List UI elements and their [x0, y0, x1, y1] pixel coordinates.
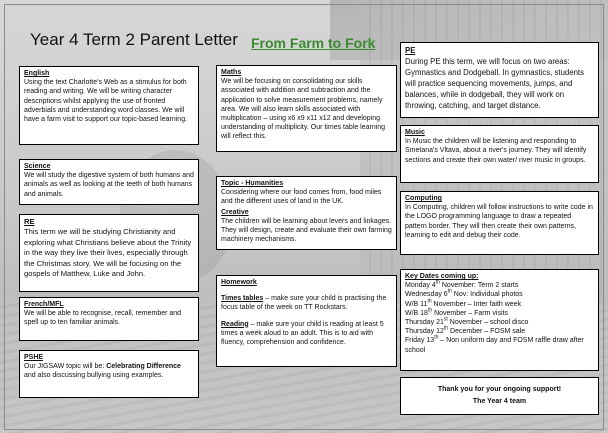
key-date-item [405, 318, 594, 327]
french-heading: French/MFL [24, 301, 64, 308]
english-heading: English [24, 70, 50, 77]
topic-box [216, 176, 397, 250]
pshe-text-after: and also discussing bullying using examples. [24, 372, 164, 380]
key-date-day: Monday 4 [405, 282, 436, 290]
key-date-item [405, 290, 594, 299]
french-text: We will be able to recognise, recall, remember and spell up to ten familiar animals. [24, 310, 182, 327]
thank-you-line: Thank you for your ongoing support! [437, 386, 562, 393]
key-date-day: Thursday 12 [405, 328, 444, 336]
key-date-suffix: th [434, 335, 439, 342]
team-signoff: The Year 4 team [472, 398, 527, 406]
key-dates-box [400, 269, 599, 371]
re-text: This term we will be studying Christianity and exploring what Christians believe about the Trinity in the way they live their lives, especially through the Christmas story. We will be focusing on the gospels of Matthew, Luke and John. [24, 227, 192, 279]
key-date-item [405, 309, 594, 318]
topic-heading: Topic - Humanities [221, 180, 284, 187]
french-box [19, 297, 199, 341]
key-date-event: November – Inter faith week [431, 300, 522, 308]
music-heading: Music [405, 129, 425, 136]
key-date-suffix: th [427, 298, 432, 305]
key-date-event: November – school disco [447, 319, 529, 327]
reading-text: – make sure your child is reading at least 5 times a week aloud to an adult. This is to aid with fluency, comprehension and confidence. [221, 320, 384, 347]
science-heading: Science [24, 163, 51, 170]
key-date-day: Thursday 21 [405, 319, 444, 327]
key-date-day: W/B 11 [405, 300, 428, 308]
science-text: We will study the digestive system of both humans and animals as well as looking at the teeth of both humans and animals. [24, 172, 194, 198]
re-heading: RE [24, 217, 35, 226]
pshe-heading: PSHE [24, 354, 44, 361]
pe-text: During PE this term, we will focus on two areas: Gymnastics and Dodgeball. In gymnastics, students will practice sequencing movements, jumps, and balances, while in dodgeball, they will work on throwing, catching, and target distance. [405, 57, 584, 110]
computing-box [400, 191, 599, 255]
computing-heading: Computing [405, 195, 442, 202]
key-date-day: Wednesday 6 [405, 291, 448, 299]
science-box [19, 159, 199, 205]
english-box [19, 66, 199, 145]
key-date-day: Friday 13 [405, 337, 435, 345]
key-date-event: – Non uniform day and FOSM raffle draw after school [405, 337, 584, 354]
key-date-suffix: th [447, 289, 452, 296]
maths-text: We will be focusing on consolidating our skills associated with addition and subtraction and the application to solve measurement problems, namely area. We will also learn skills associated with multiplication – using x6 x9 x11 x12 and developing understanding of multiplicity. Our times table learning will reflect this. [221, 78, 386, 141]
creative-text: The children will be learning about levers and linkages. They will design, create and evaluate their own farming machinery mechanisms. [221, 217, 392, 244]
key-date-event: November – Farm visits [432, 309, 508, 317]
homework-times-tables [221, 294, 392, 312]
homework-box [216, 275, 397, 367]
key-date-item [405, 281, 594, 290]
page-subtitle: From Farm to Fork [251, 35, 376, 51]
key-date-event: November: Term 2 starts [439, 282, 519, 290]
key-date-item [405, 300, 594, 309]
thank-you-box [400, 377, 599, 415]
key-date-suffix: st [443, 316, 448, 323]
key-dates-heading: Key Dates coming up: [405, 273, 479, 280]
english-text: Using the text Charlotte's Web as a stimulus for both reading and writing. We will be writing character descriptions whilst applying the use of fronted adverbials and understanding word classes. We will have a farm visit to support our topic-based learning. [24, 79, 188, 124]
topic-text: Considering where our food comes from, food miles and the different uses of land in the UK. [221, 189, 382, 206]
maths-box [216, 65, 397, 152]
reading-label: Reading [221, 320, 249, 328]
key-date-event: December – FOSM sale [448, 328, 526, 336]
page-title: Year 4 Term 2 Parent Letter [30, 30, 238, 49]
times-tables-label: Times tables [221, 295, 264, 303]
creative-heading: Creative [221, 208, 249, 216]
key-date-item [405, 336, 594, 354]
key-date-suffix: th [427, 307, 433, 314]
pshe-bold-text: Celebrating Difference [106, 363, 181, 371]
computing-text: In Computing, children will follow instructions to write code in the LOGO programming language to draw a repeated pattern border. They will then create their own patterns, learning to edit and debug their code. [405, 204, 593, 239]
pshe-text-before: Our JIGSAW topic will be: [24, 363, 107, 371]
pshe-box [19, 350, 199, 398]
pe-heading: PE [405, 46, 416, 55]
music-text: In Music the children will be listening and responding to Smetana's Vltava, about a river's journey. They will identify sections and create their own water/ river music in groups. [405, 138, 587, 164]
key-date-suffix: th [443, 325, 449, 332]
key-date-day: W/B 18 [405, 309, 428, 317]
pshe-text [24, 362, 194, 380]
re-box [19, 214, 199, 292]
homework-reading [221, 320, 392, 348]
key-date-suffix: th [435, 279, 440, 286]
pe-box [400, 42, 599, 118]
times-tables-text: – make sure your child is practising the focus table of the week on TT Rockstars. [221, 295, 387, 312]
key-date-event: Nov: Individual photos [451, 291, 523, 299]
music-box [400, 125, 599, 183]
maths-heading: Maths [221, 69, 242, 76]
homework-heading: Homework [221, 279, 257, 286]
